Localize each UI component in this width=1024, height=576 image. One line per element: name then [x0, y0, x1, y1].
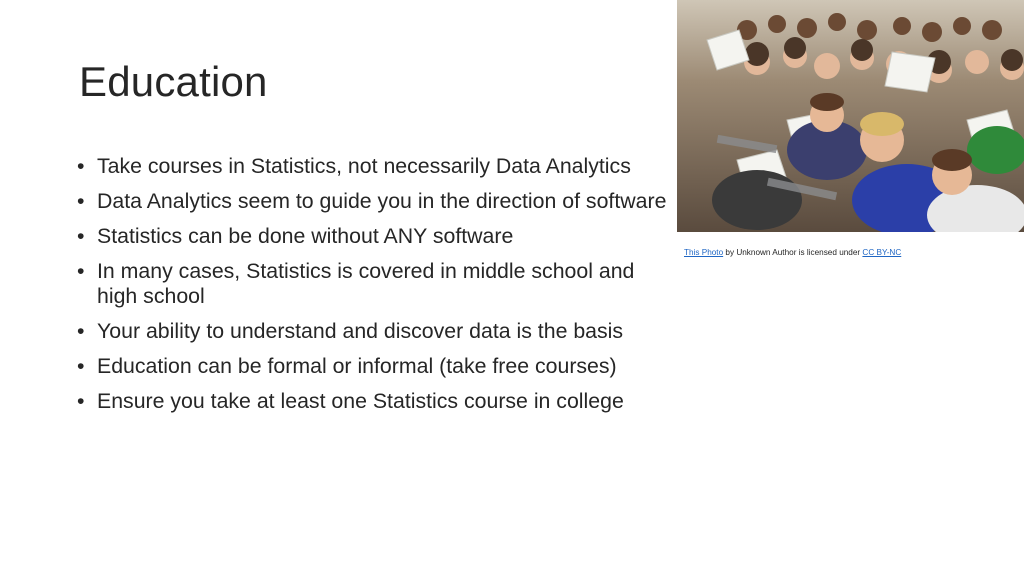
classroom-photo: [677, 0, 1024, 232]
bullet-marker: •: [77, 354, 85, 378]
license-link[interactable]: CC BY-NC: [862, 248, 902, 257]
bullet-marker: •: [77, 189, 85, 213]
bullet-marker: •: [77, 154, 85, 178]
bullet-list: [74, 154, 674, 424]
bullet-item: [74, 259, 674, 309]
bullet-item: [74, 319, 674, 344]
bullet-item: [74, 224, 674, 249]
bullet-text: Data Analytics seem to guide you in the direction of software: [97, 189, 667, 213]
bullet-text: Statistics can be done without ANY software: [97, 224, 514, 248]
bullet-item: [74, 154, 674, 179]
bullet-item: [74, 354, 674, 379]
bullet-text: Your ability to understand and discover data is the basis: [97, 319, 624, 343]
bullet-marker: •: [77, 259, 85, 283]
bullet-text: Take courses in Statistics, not necessarily Data Analytics: [97, 154, 631, 178]
bullet-text: Ensure you take at least one Statistics course in college: [97, 389, 624, 413]
photo-credit-text: by Unknown Author is licensed under: [723, 248, 863, 257]
bullet-text: In many cases, Statistics is covered in middle school and high school: [97, 259, 635, 308]
bullet-item: [74, 189, 674, 214]
bullet-marker: •: [77, 224, 85, 248]
photo-source-link[interactable]: This Photo: [684, 248, 724, 257]
bullet-marker: •: [77, 319, 85, 343]
photo-credit: [684, 248, 901, 257]
bullet-item: [74, 389, 674, 414]
bullet-text: Education can be formal or informal (take free courses): [97, 354, 617, 378]
slide-title: Education: [79, 58, 268, 105]
bullet-marker: •: [77, 389, 85, 413]
classroom-photo-illustration: [677, 0, 1024, 232]
